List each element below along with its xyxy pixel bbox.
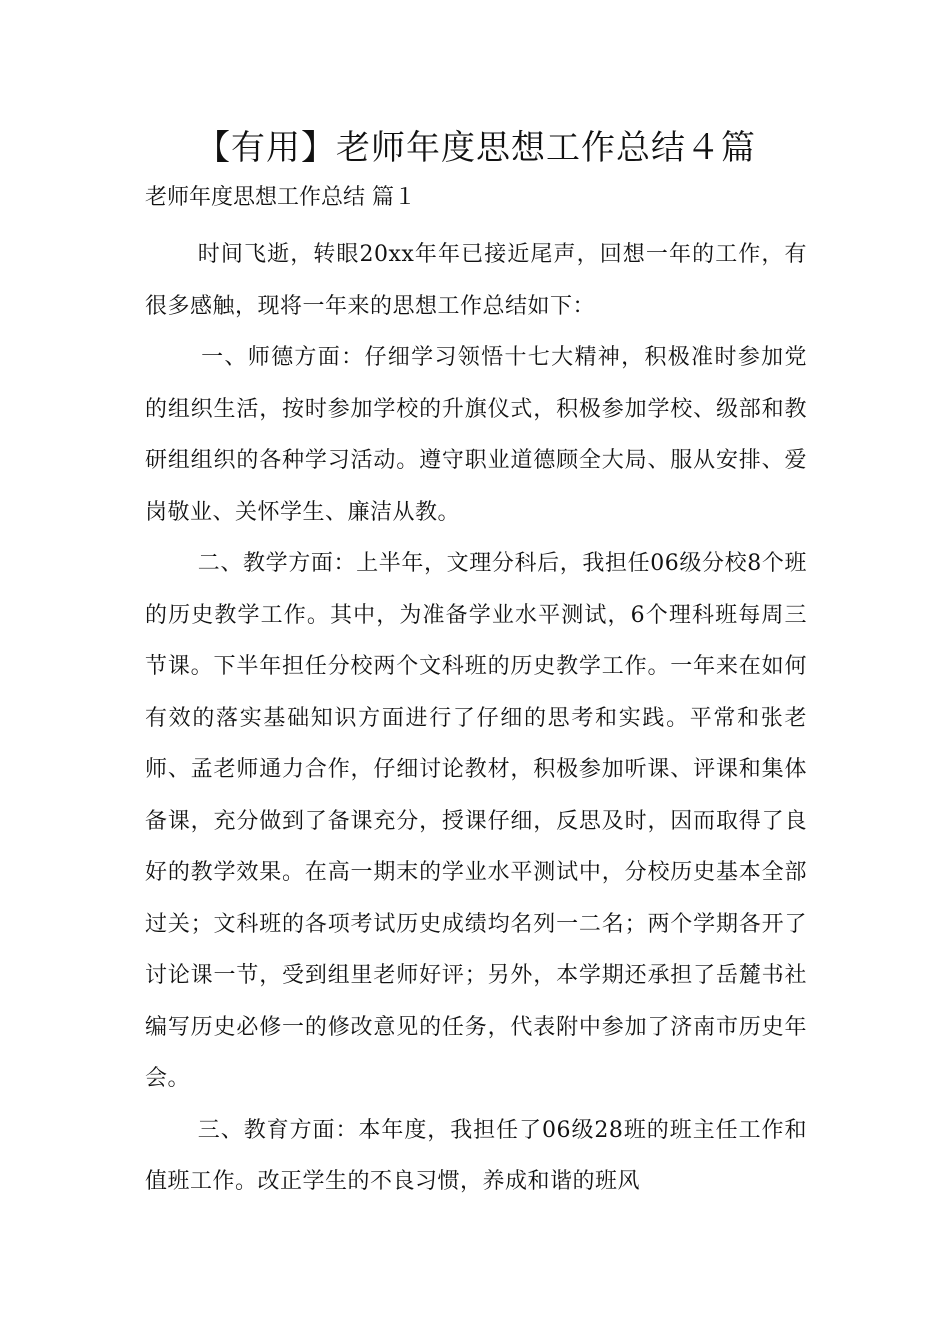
paragraph-intro: 时间飞逝，转眼20xx年年已接近尾声，回想一年的工作，有很多感触，现将一年来的思想工作总结如下： xyxy=(145,242,807,319)
document-page xyxy=(145,120,807,1208)
document-title: 【有用】老师年度思想工作总结４篇 xyxy=(196,128,756,168)
paragraph-education: 三、教育方面：本年度，我担任了06级28班的班主任工作和值班工作。改正学生的不良习惯，养成和谐的班风 xyxy=(145,1117,807,1194)
paragraph-ethics: 一、师德方面：仔细学习领悟十七大精神，积极准时参加党的组织生活，按时参加学校的升旗仪式，积极参加学校、级部和教研组组织的各种学习活动。遵守职业道德顾全大局、服从安排、爱岗敬业、关怀学生、廉洁从教。 xyxy=(145,345,807,525)
section-heading: 老师年度思想工作总结 篇１ xyxy=(145,185,416,210)
paragraph-teaching: 二、教学方面：上半年，文理分科后，我担任06级分校8个班的历史教学工作。其中，为准备学业水平测试，6个理科班每周三节课。下半年担任分校两个文科班的历史教学工作。一年来在如何有效的落实基础知识方面进行了仔细的思考和实践。平常和张老师、孟老师通力合作，仔细讨论教材，积极参加听课、评课和集体备课，充分做到了备课充分，授课仔细，反思及时，因而取得了良好的教学效果。在高一期末的学业水平测试中，分校历史基本全部过关；文科班的各项考试历史成绩均名列一二名；两个学期各开了讨论课一节，受到组里老师好评；另外，本学期还承担了岳麓书社编写历史必修一的修改意见的任务，代表附中参加了济南市历史年会。 xyxy=(145,551,807,1091)
